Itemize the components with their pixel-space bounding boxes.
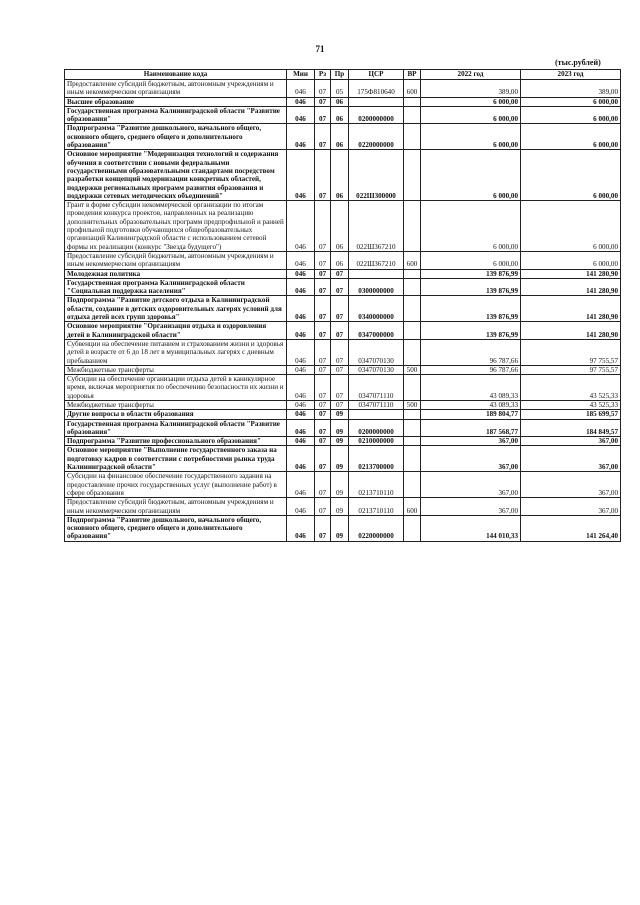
cell-name: Предоставление субсидий бюджетным, автономным учреждениям и иным некоммерческим организациям xyxy=(65,251,287,269)
cell-2022: 139 876,99 xyxy=(421,322,521,340)
cell-rz: 07 xyxy=(315,251,331,269)
cell-name: Межбюджетные трансферты xyxy=(65,400,287,409)
table-row xyxy=(65,251,621,269)
cell-min: 046 xyxy=(287,201,315,252)
cell-name: Предоставление субсидий бюджетным, автономным учреждениям и иным некоммерческим организациям xyxy=(65,498,287,516)
cell-vr xyxy=(404,472,421,498)
cell-rz: 07 xyxy=(315,472,331,498)
cell-2023: 141 280,90 xyxy=(521,278,621,296)
cell-2023: 184 849,57 xyxy=(521,419,621,437)
cell-min: 046 xyxy=(287,365,315,374)
cell-2022: 6 000,00 xyxy=(421,201,521,252)
cell-rz: 07 xyxy=(315,410,331,419)
cell-2022: 187 568,77 xyxy=(421,419,521,437)
cell-min: 046 xyxy=(287,97,315,106)
cell-min: 046 xyxy=(287,251,315,269)
cell-name: Государственная программа Калининградской области "Социальная поддержка населения" xyxy=(65,278,287,296)
cell-2022: 96 787,66 xyxy=(421,365,521,374)
cell-2022: 43 089,33 xyxy=(421,375,521,401)
cell-csr: 0200000000 xyxy=(349,419,404,437)
cell-rz: 07 xyxy=(315,322,331,340)
cell-csr: 0347000000 xyxy=(349,322,404,340)
cell-csr: 0300000000 xyxy=(349,278,404,296)
cell-2023: 6 000,00 xyxy=(521,150,621,201)
cell-2022: 367,00 xyxy=(421,446,521,472)
table-row xyxy=(65,80,621,98)
cell-2022: 6 000,00 xyxy=(421,150,521,201)
cell-2023: 367,00 xyxy=(521,437,621,446)
cell-pr: 07 xyxy=(331,339,349,365)
cell-vr xyxy=(404,278,421,296)
cell-vr xyxy=(404,296,421,322)
cell-2023: 185 699,57 xyxy=(521,410,621,419)
cell-min: 046 xyxy=(287,150,315,201)
cell-2022: 144 010,33 xyxy=(421,515,521,541)
table-row xyxy=(65,498,621,516)
table-row xyxy=(65,446,621,472)
cell-rz: 07 xyxy=(315,498,331,516)
cell-rz: 07 xyxy=(315,400,331,409)
cell-min: 046 xyxy=(287,446,315,472)
cell-min: 046 xyxy=(287,106,315,124)
cell-pr: 06 xyxy=(331,106,349,124)
cell-rz: 07 xyxy=(315,106,331,124)
cell-csr: 0213710110 xyxy=(349,498,404,516)
table-row xyxy=(65,201,621,252)
cell-2022: 139 876,99 xyxy=(421,278,521,296)
header-vr: ВР xyxy=(404,70,421,80)
table-row xyxy=(65,515,621,541)
header-rz: Рз xyxy=(315,70,331,80)
cell-2023: 141 280,90 xyxy=(521,296,621,322)
cell-rz: 07 xyxy=(315,97,331,106)
cell-pr: 07 xyxy=(331,269,349,278)
cell-rz: 07 xyxy=(315,80,331,98)
table-row xyxy=(65,150,621,201)
header-pr: Пр xyxy=(331,70,349,80)
cell-rz: 07 xyxy=(315,150,331,201)
cell-csr: 0220000000 xyxy=(349,515,404,541)
cell-2023: 389,00 xyxy=(521,80,621,98)
cell-name: Подпрограмма "Развитие детского отдыха в Калининградской области, создание в детских оздоровительных лагерях условий для отдыха детей всех групп здоровья" xyxy=(65,296,287,322)
cell-min: 046 xyxy=(287,472,315,498)
cell-name: Высшее образование xyxy=(65,97,287,106)
cell-2022: 389,00 xyxy=(421,80,521,98)
cell-pr: 09 xyxy=(331,498,349,516)
header-min: Мин xyxy=(287,70,315,80)
cell-pr: 06 xyxy=(331,201,349,252)
cell-csr: 0340000000 xyxy=(349,296,404,322)
cell-vr: 500 xyxy=(404,365,421,374)
cell-2023: 141 280,90 xyxy=(521,269,621,278)
table-row xyxy=(65,322,621,340)
table-row xyxy=(65,400,621,409)
page-number: 71 xyxy=(315,44,325,54)
units-label: (тыс.рублей) xyxy=(555,58,601,67)
cell-min: 046 xyxy=(287,322,315,340)
cell-2023: 97 755,57 xyxy=(521,339,621,365)
cell-rz: 07 xyxy=(315,124,331,150)
cell-2022: 6 000,00 xyxy=(421,124,521,150)
cell-vr xyxy=(404,124,421,150)
cell-min: 046 xyxy=(287,498,315,516)
cell-vr xyxy=(404,269,421,278)
cell-min: 046 xyxy=(287,124,315,150)
cell-min: 046 xyxy=(287,80,315,98)
cell-pr: 07 xyxy=(331,322,349,340)
table-body xyxy=(65,80,621,542)
cell-2023: 6 000,00 xyxy=(521,201,621,252)
cell-pr: 09 xyxy=(331,446,349,472)
table-row xyxy=(65,124,621,150)
cell-2023: 367,00 xyxy=(521,446,621,472)
cell-csr: 0213700000 xyxy=(349,446,404,472)
cell-name: Основное мероприятие "Выполнение государственного заказа на подготовку кадров в соответствии с потребностями рынка труда Калининградской области" xyxy=(65,446,287,472)
cell-pr: 06 xyxy=(331,150,349,201)
cell-2023: 367,00 xyxy=(521,472,621,498)
cell-rz: 07 xyxy=(315,201,331,252)
cell-2022: 367,00 xyxy=(421,437,521,446)
cell-vr xyxy=(404,446,421,472)
cell-name: Основное мероприятие "Организация отдыха и оздоровления детей в Калининградской области" xyxy=(65,322,287,340)
table-row xyxy=(65,472,621,498)
table-header-row xyxy=(65,70,621,80)
table-row xyxy=(65,278,621,296)
cell-2023: 141 280,90 xyxy=(521,322,621,340)
cell-csr xyxy=(349,410,404,419)
cell-pr: 09 xyxy=(331,515,349,541)
cell-rz: 07 xyxy=(315,339,331,365)
cell-min: 046 xyxy=(287,515,315,541)
cell-rz: 07 xyxy=(315,446,331,472)
cell-vr xyxy=(404,97,421,106)
cell-pr: 09 xyxy=(331,410,349,419)
cell-2022: 6 000,00 xyxy=(421,97,521,106)
cell-rz: 07 xyxy=(315,365,331,374)
cell-name: Основное мероприятие "Модернизация технологий и содержания обучения в соответствии с новыми федеральными государственными образовательными стандартами посредством разработки концепций модернизации конкретных областей, поддержки региональных программ развития образования и поддержки сетевых методических объединений" xyxy=(65,150,287,201)
table-row xyxy=(65,410,621,419)
cell-csr: 0347071110 xyxy=(349,400,404,409)
cell-rz: 07 xyxy=(315,515,331,541)
table-row xyxy=(65,437,621,446)
cell-csr: 0210000000 xyxy=(349,437,404,446)
table-row xyxy=(65,419,621,437)
cell-vr xyxy=(404,437,421,446)
cell-2023: 6 000,00 xyxy=(521,251,621,269)
cell-rz: 07 xyxy=(315,269,331,278)
cell-min: 046 xyxy=(287,278,315,296)
cell-min: 046 xyxy=(287,269,315,278)
cell-name: Подпрограмма "Развитие дошкольного, начального общего, основного общего, среднего общего и дополнительного образования" xyxy=(65,515,287,541)
cell-pr: 09 xyxy=(331,472,349,498)
cell-vr xyxy=(404,515,421,541)
cell-name: Субсидии на обеспечение организации отдыха детей в каникулярное время, включая мероприятия по обеспечению безопасности их жизни и здоровья xyxy=(65,375,287,401)
cell-name: Предоставление субсидий бюджетным, автономным учреждениям и иным некоммерческим организациям xyxy=(65,80,287,98)
header-name: Наименование кода xyxy=(65,70,287,80)
cell-name: Другие вопросы в области образования xyxy=(65,410,287,419)
cell-csr: 0220000000 xyxy=(349,124,404,150)
table-row xyxy=(65,365,621,374)
cell-csr: 0347070130 xyxy=(349,339,404,365)
cell-pr: 09 xyxy=(331,419,349,437)
cell-csr: 0347071110 xyxy=(349,375,404,401)
cell-csr: 175Ф810640 xyxy=(349,80,404,98)
cell-name: Подпрограмма "Развитие профессионального образования" xyxy=(65,437,287,446)
table-row xyxy=(65,106,621,124)
table-row xyxy=(65,339,621,365)
cell-2023: 367,00 xyxy=(521,498,621,516)
cell-2022: 96 787,66 xyxy=(421,339,521,365)
cell-name: Грант в форме субсидии некоммерческой организации по итогам проведения конкурса проектов, направленных на реализацию дополнительных образовательных программ предпрофильной и ранней профильной подготовки обучающихся общеобразовательных организаций Калининградской области с использованием сетевой формы их реализации (конкурс "Звезда будущего") xyxy=(65,201,287,252)
header-2023: 2023 год xyxy=(521,70,621,80)
cell-vr xyxy=(404,375,421,401)
cell-name: Межбюджетные трансферты xyxy=(65,365,287,374)
budget-table xyxy=(64,69,621,542)
cell-2023: 6 000,00 xyxy=(521,97,621,106)
cell-rz: 07 xyxy=(315,278,331,296)
cell-csr: 0200000000 xyxy=(349,106,404,124)
cell-vr xyxy=(404,106,421,124)
header-2022: 2022 год xyxy=(421,70,521,80)
cell-2022: 6 000,00 xyxy=(421,251,521,269)
cell-pr: 06 xyxy=(331,97,349,106)
cell-2023: 141 264,40 xyxy=(521,515,621,541)
cell-pr: 07 xyxy=(331,278,349,296)
cell-2023: 43 525,33 xyxy=(521,375,621,401)
cell-csr xyxy=(349,269,404,278)
cell-name: Молодежная политика xyxy=(65,269,287,278)
cell-pr: 07 xyxy=(331,400,349,409)
cell-min: 046 xyxy=(287,419,315,437)
cell-vr: 600 xyxy=(404,251,421,269)
cell-2022: 139 876,99 xyxy=(421,296,521,322)
cell-vr: 600 xyxy=(404,80,421,98)
cell-vr xyxy=(404,410,421,419)
cell-pr: 05 xyxy=(331,80,349,98)
cell-vr xyxy=(404,150,421,201)
cell-rz: 07 xyxy=(315,419,331,437)
cell-2022: 139 876,99 xyxy=(421,269,521,278)
cell-name: Подпрограмма "Развитие дошкольного, начального общего, основного общего, среднего общего и дополнительного образования" xyxy=(65,124,287,150)
cell-2023: 6 000,00 xyxy=(521,124,621,150)
cell-csr: 022Ш367210 xyxy=(349,201,404,252)
cell-pr: 07 xyxy=(331,365,349,374)
cell-name: Государственная программа Калининградской области "Развитие образования" xyxy=(65,106,287,124)
cell-2022: 189 804,77 xyxy=(421,410,521,419)
cell-rz: 07 xyxy=(315,437,331,446)
cell-pr: 06 xyxy=(331,251,349,269)
cell-2022: 6 000,00 xyxy=(421,106,521,124)
cell-csr: 0347070130 xyxy=(349,365,404,374)
cell-rz: 07 xyxy=(315,375,331,401)
cell-pr: 07 xyxy=(331,375,349,401)
cell-min: 046 xyxy=(287,339,315,365)
cell-pr: 09 xyxy=(331,437,349,446)
cell-name: Государственная программа Калининградской области "Развитие образования" xyxy=(65,419,287,437)
cell-name: Субсидии на финансовое обеспечение государственного задания на предоставление прочих государственных услуг (выполнение работ) в сфере образования xyxy=(65,472,287,498)
cell-min: 046 xyxy=(287,296,315,322)
cell-2023: 43 525,33 xyxy=(521,400,621,409)
header-csr: ЦСР xyxy=(349,70,404,80)
cell-vr xyxy=(404,322,421,340)
cell-min: 046 xyxy=(287,410,315,419)
cell-csr xyxy=(349,97,404,106)
table-row xyxy=(65,269,621,278)
cell-rz: 07 xyxy=(315,296,331,322)
cell-2023: 6 000,00 xyxy=(521,106,621,124)
table-row xyxy=(65,296,621,322)
cell-name: Субвенции на обеспечение питанием и страхованием жизни и здоровья детей в возрасте от 6 до 18 лет в муниципальных лагерях с дневным пребыванием xyxy=(65,339,287,365)
cell-csr: 022Ш300000 xyxy=(349,150,404,201)
cell-min: 046 xyxy=(287,375,315,401)
cell-2022: 367,00 xyxy=(421,472,521,498)
cell-vr xyxy=(404,201,421,252)
cell-pr: 06 xyxy=(331,124,349,150)
cell-csr: 022Ш367210 xyxy=(349,251,404,269)
cell-vr: 500 xyxy=(404,400,421,409)
cell-2022: 43 089,33 xyxy=(421,400,521,409)
cell-csr: 0213710110 xyxy=(349,472,404,498)
cell-2023: 97 755,57 xyxy=(521,365,621,374)
cell-vr: 600 xyxy=(404,498,421,516)
cell-vr xyxy=(404,419,421,437)
cell-min: 046 xyxy=(287,437,315,446)
cell-vr xyxy=(404,339,421,365)
cell-min: 046 xyxy=(287,400,315,409)
table-row xyxy=(65,375,621,401)
table-row xyxy=(65,97,621,106)
cell-pr: 07 xyxy=(331,296,349,322)
cell-2022: 367,00 xyxy=(421,498,521,516)
